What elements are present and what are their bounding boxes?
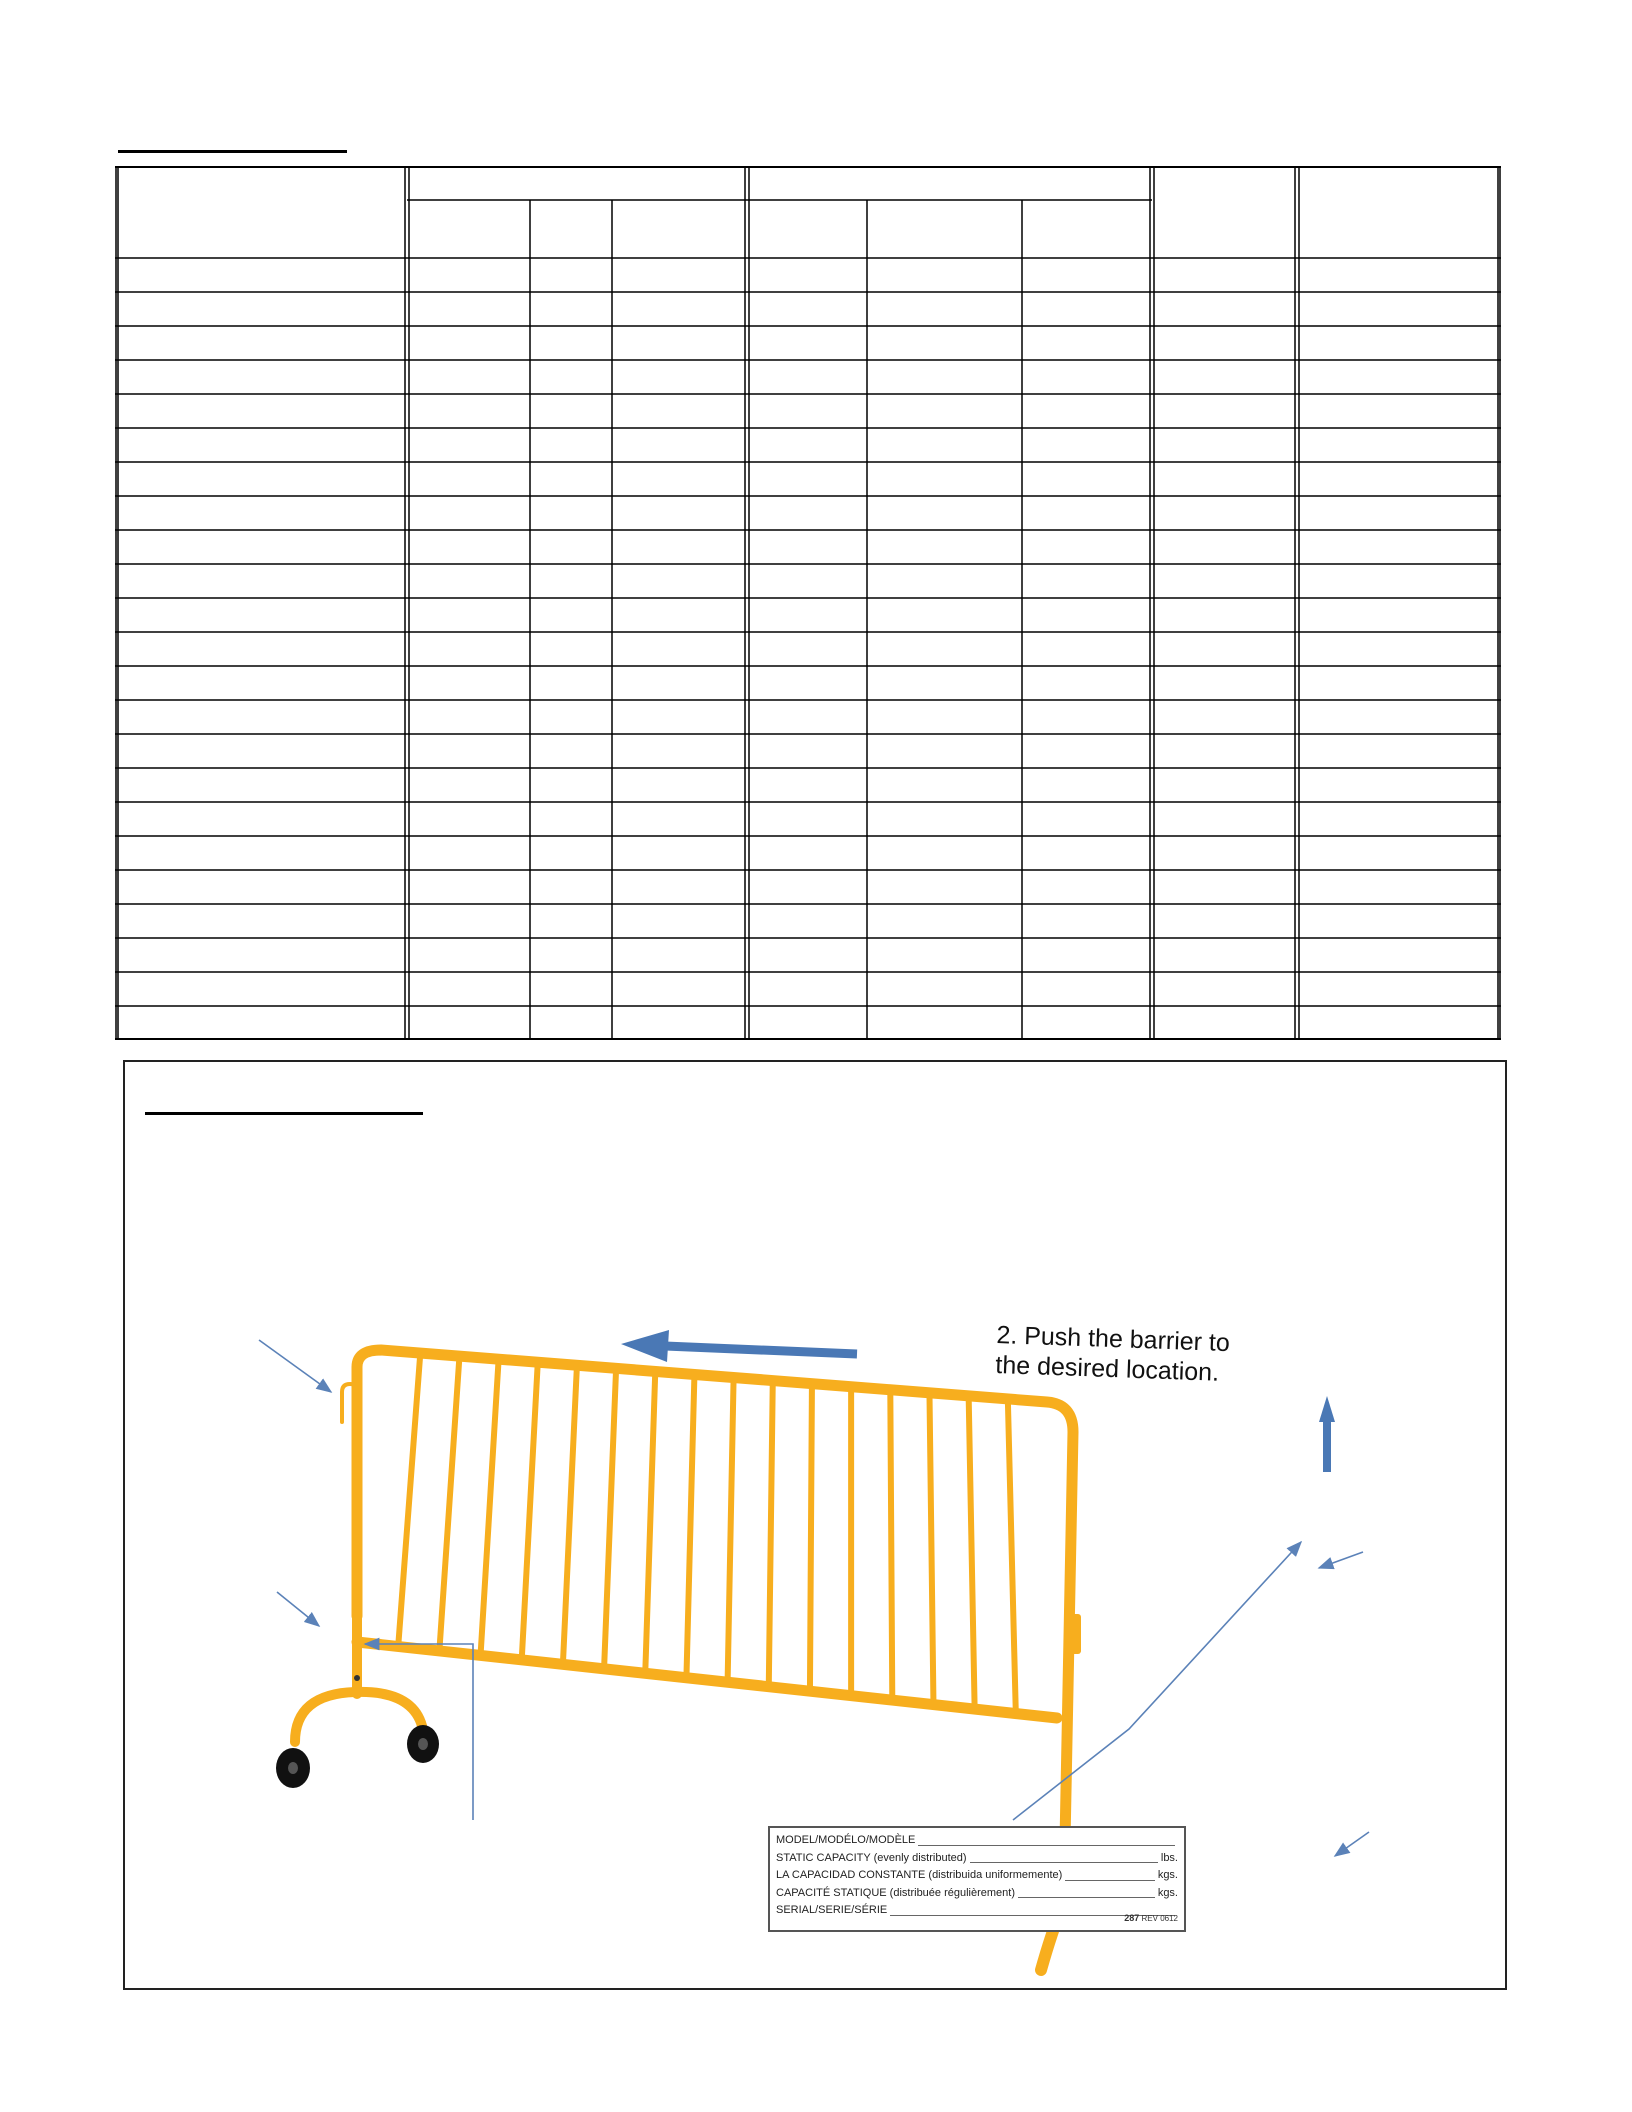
plate-part-code: 287 REV 0612 (1124, 1913, 1178, 1924)
barrier-picket (810, 1384, 812, 1691)
up-arrow-icon (1319, 1396, 1335, 1472)
label-callout-icon (1013, 1542, 1301, 1820)
specification-table (115, 166, 1501, 1040)
plate-serial-line: SERIAL/SERIE/SÉRIE (776, 1902, 1178, 1920)
push-instruction-line-2: the desired location. (994, 1350, 1220, 1387)
barrier-picket (604, 1370, 616, 1669)
usage-instructions-panel (123, 1060, 1507, 1990)
plate-static-line: STATIC CAPACITY (evenly distributed) lbs. (776, 1851, 1178, 1864)
barrier-picket (769, 1381, 773, 1686)
barrier-picket (1008, 1399, 1016, 1713)
barrier-picket (522, 1364, 538, 1660)
plate-capacite-line: CAPACITÉ STATIQUE (distribuée régulièrement) kgs. (776, 1886, 1178, 1899)
barrier-bottom-rail (357, 1642, 1057, 1718)
barrier-picket (929, 1393, 933, 1704)
left-caster-base (295, 1692, 423, 1742)
barrier-outer-frame (357, 1350, 1073, 1842)
specification-table-grid (115, 166, 1501, 1040)
barrier-picket (969, 1396, 975, 1709)
left-arrow-icon (621, 1330, 857, 1362)
barrier-picket (686, 1376, 694, 1678)
plate-capacidad-line: LA CAPACIDAD CONSTANTE (distribuida uniformemente) kgs. (776, 1869, 1178, 1882)
right-bracket (1069, 1614, 1081, 1654)
barrier-picket (645, 1373, 655, 1674)
hook-callout-icon (259, 1340, 331, 1392)
bracket-callout-icon (1319, 1552, 1363, 1568)
barrier-picket (481, 1361, 499, 1656)
plate-model-line: MODEL/MODÉLO/MODÈLE (776, 1832, 1178, 1850)
barrier-picket (439, 1358, 459, 1651)
barrier-picket (563, 1367, 577, 1665)
barrier-picket (398, 1355, 420, 1647)
caster-callout-icon (277, 1592, 319, 1626)
push-instruction-line-1: 2. Push the barrier to (995, 1320, 1231, 1358)
base-callout-icon (1335, 1832, 1369, 1856)
capacity-label-plate (768, 1826, 1186, 1932)
barrier-picket (728, 1378, 734, 1682)
section-heading-rule (118, 150, 347, 153)
barrier-picket (890, 1390, 892, 1700)
push-instruction (995, 1320, 1230, 1388)
